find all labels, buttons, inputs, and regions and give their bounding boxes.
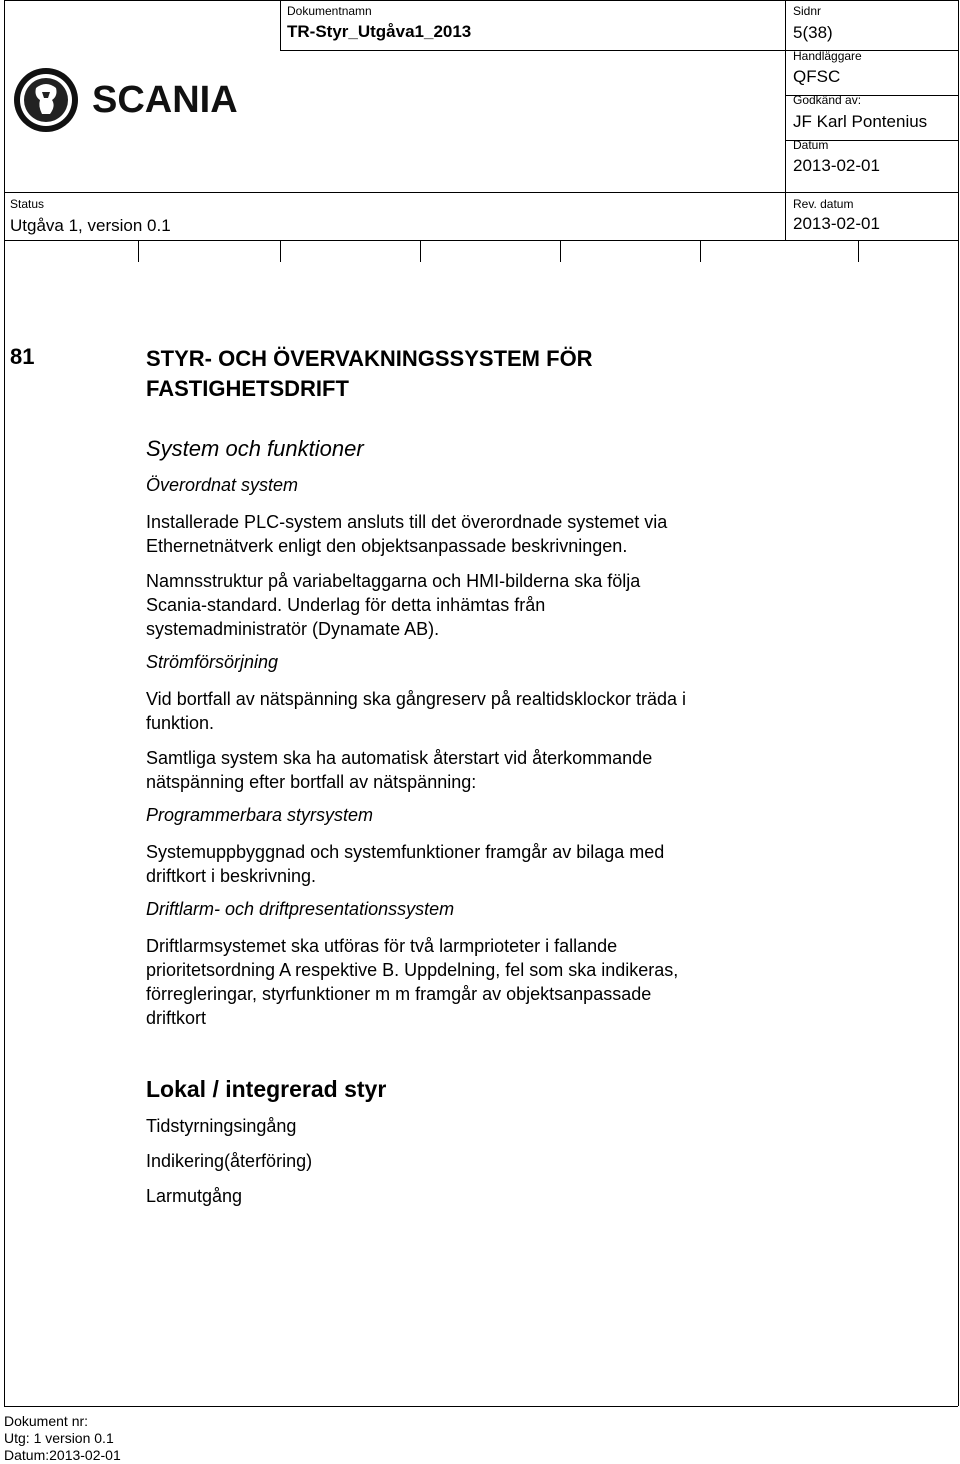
- paragraph: [146, 510, 786, 558]
- heading-overordnat: Överordnat system: [146, 475, 299, 495]
- approved-label: Godkänd av:: [793, 93, 862, 107]
- handler-label: Handläggare: [793, 49, 862, 63]
- heading-prog: Programmerbara styrsystem: [146, 805, 374, 825]
- scania-logo: [12, 66, 272, 139]
- section-title: [146, 344, 593, 404]
- subtitle: System och funktioner: [146, 436, 364, 461]
- text-line: Ethernetnätverk enligt den objektsanpassade beskrivningen.: [146, 536, 628, 556]
- paragraph: [146, 934, 786, 1030]
- text-line: Namnsstruktur på variabeltaggarna och HMI-bilderna ska följa: [146, 571, 641, 591]
- text-line: nätspänning efter bortfall av nätspänning:: [146, 772, 477, 792]
- text-line: prioritetsordning A respektive B. Uppdelning, fel som ska indikeras,: [146, 960, 679, 980]
- page-label: Sidnr: [793, 4, 822, 18]
- rev-label: Rev. datum: [793, 197, 854, 211]
- paragraph: [146, 569, 786, 641]
- svg-text:SCANIA: SCANIA: [92, 79, 238, 121]
- section-title-line: STYR- OCH ÖVERVAKNINGSSYSTEM FÖR: [146, 346, 593, 371]
- list-item: Larmutgång: [146, 1186, 243, 1206]
- list-item: Tidstyrningsingång: [146, 1116, 297, 1136]
- text-line: systemadministratör (Dynamate AB).: [146, 619, 440, 639]
- list-item: Indikering(återföring): [146, 1151, 313, 1171]
- date: 2013-02-01: [793, 156, 880, 175]
- doc-name: TR-Styr_Utgåva1_2013: [287, 22, 472, 41]
- text-line: Driftlarmsystemet ska utföras för två larmprioteter i fallande: [146, 936, 618, 956]
- text-line: driftkort: [146, 1008, 207, 1028]
- section-number: 81: [10, 344, 35, 369]
- page-number: 5(38): [793, 23, 833, 42]
- footer-doc-nr: Dokument nr:: [4, 1413, 89, 1429]
- heading-drift: Driftlarm- och driftpresentationssystem: [146, 899, 455, 919]
- text-line: Samtliga system ska ha automatisk återstart vid återkommande: [146, 748, 653, 768]
- section-title-line: FASTIGHETSDRIFT: [146, 376, 349, 401]
- status-label: Status: [10, 197, 45, 211]
- date-label: Datum: [793, 138, 829, 152]
- text-line: driftkort i beskrivning.: [146, 866, 317, 886]
- heading-lokal: Lokal / integrerad styr: [146, 1076, 387, 1102]
- handler: QFSC: [793, 67, 841, 86]
- text-line: Installerade PLC-system ansluts till det överordnade systemet via: [146, 512, 668, 532]
- paragraph: [146, 687, 786, 735]
- footer: [4, 1413, 121, 1464]
- text-line: funktion.: [146, 713, 215, 733]
- footer-datum: Datum:2013-02-01: [4, 1447, 121, 1463]
- footer-utg: Utg: 1 version 0.1: [4, 1430, 114, 1446]
- paragraph: [146, 746, 786, 794]
- approved-by: JF Karl Pontenius: [793, 112, 928, 131]
- text-line: Scania-standard. Underlag för detta inhämtas från: [146, 595, 546, 615]
- heading-strom: Strömförsörjning: [146, 652, 279, 672]
- doc-name-label: Dokumentnamn: [287, 4, 372, 18]
- text-line: Vid bortfall av nätspänning ska gångreserv på realtidsklockor träda i: [146, 689, 686, 709]
- text-line: förregleringar, styrfunktioner m m framgår av objektsanpassade: [146, 984, 652, 1004]
- rev-date: 2013-02-01: [793, 214, 880, 233]
- status: Utgåva 1, version 0.1: [10, 216, 171, 235]
- paragraph: [146, 840, 786, 888]
- text-line: Systemuppbyggnad och systemfunktioner framgår av bilaga med: [146, 842, 665, 862]
